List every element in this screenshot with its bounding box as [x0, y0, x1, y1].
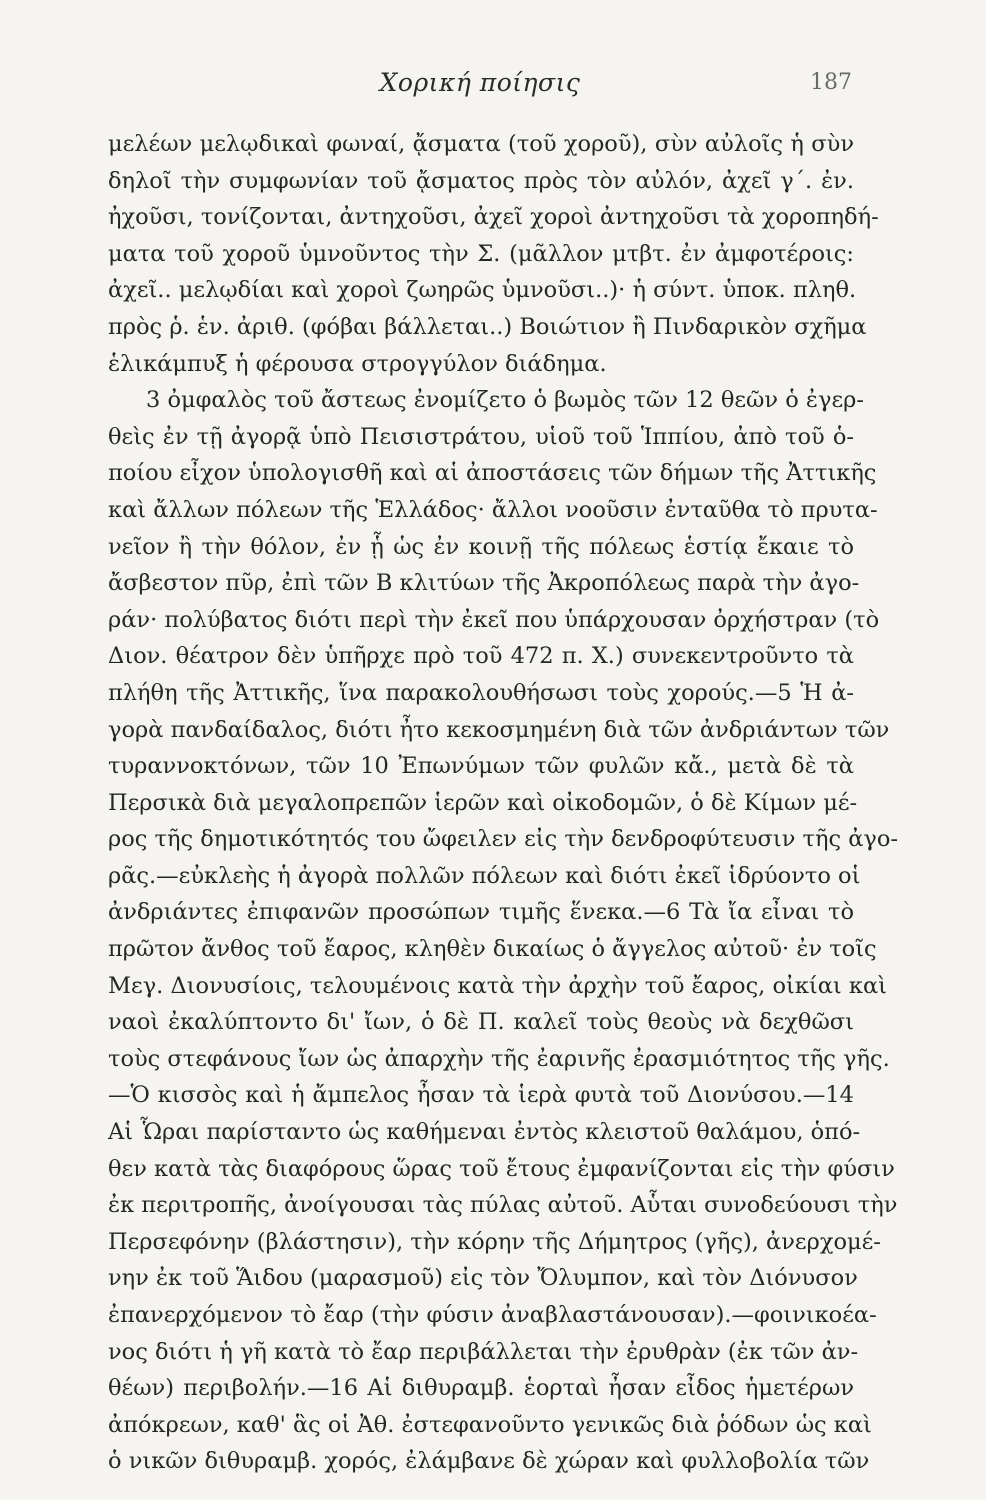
text-line: ἑλικάμπυξ ἡ φέρουσα στρογγύλον διάδημα. — [108, 350, 607, 377]
text-line: τοὺς στεφάνους ἴων ὡς ἀπαρχὴν τῆς ἐαρινῆς ἐρασμιότητος τῆς γῆς. — [108, 1045, 890, 1072]
text-line: δηλοῖ τὴν συμφωνίαν τοῦ ᾄσματος πρὸς τὸν αὐλόν, ἀχεῖ γ΄. ἐν. — [108, 167, 854, 194]
text-line: Αἱ Ὧραι παρίσταντο ὡς καθήμεναι ἐντὸς κλειστοῦ θαλάμου, ὁπό- — [108, 1119, 861, 1146]
text-line: ποίου εἶχον ὑπολογισθῆ καὶ αἱ ἀποστάσεις τῶν δήμων τῆς Ἀττικῆς — [108, 460, 877, 487]
text-line: ἄσβεστον πῦρ, ἐπὶ τῶν Β κλιτύων τῆς Ἀκροπόλεως παρὰ τὴν ἀγο- — [108, 570, 860, 597]
text-line: καὶ ἄλλων πόλεων τῆς Ἑλλάδος· ἄλλοι νοοῦσιν ἐνταῦθα τὸ πρυτα- — [108, 496, 878, 523]
text-line: ναοὶ ἐκαλύπτοντο δι' ἴων, ὁ δὲ Π. καλεῖ τοὺς θεοὺς νὰ δεχθῶσι — [108, 1009, 854, 1036]
text-line: τυραννοκτόνων, τῶν 10 Ἐπωνύμων τῶν φυλῶν κἄ., μετὰ δὲ τὰ — [108, 753, 854, 780]
text-line: ἐκ περιτροπῆς, ἀνοίγουσαι τὰς πύλας αὐτοῦ. Αὗται συνοδεύουσι τὴν — [108, 1192, 898, 1219]
text-line: —Ὁ κισσὸς καὶ ἡ ἄμπελος ἦσαν τὰ ἱερὰ φυτὰ τοῦ Διονύσου.—14 — [108, 1082, 854, 1109]
text-line: Περσεφόνην (βλάστησιν), τὴν κόρην τῆς Δήμητρος (γῆς), ἀνερχομέ- — [108, 1228, 881, 1255]
commentary-text — [108, 126, 898, 1480]
text-line: θεν κατὰ τὰς διαφόρους ὥρας τοῦ ἔτους ἐμφανίζονται εἰς τὴν φύσιν — [108, 1155, 895, 1182]
text-line: νος διότι ἡ γῆ κατὰ τὸ ἔαρ περιβάλλεται τὴν ἐρυθρὰν (ἐκ τῶν ἀν- — [108, 1338, 859, 1365]
text-line: πλήθη τῆς Ἀττικῆς, ἵνα παρακολουθήσωσι τοὺς χορούς.—5 Ἡ ἀ- — [108, 679, 854, 706]
text-line: πρῶτον ἄνθος τοῦ ἔαρος, κληθὲν δικαίως ὁ ἄγγελος αὐτοῦ· ἐν τοῖς — [108, 936, 877, 963]
text-line: μελέων μελῳδικαὶ φωναί, ᾄσματα (τοῦ χοροῦ), σὺν αὐλοῖς ἡ σὺν — [108, 131, 854, 157]
page-title: Χορική ποίησις — [379, 68, 581, 97]
text-line: ρᾶς.—εὐκλεὴς ἡ ἀγορὰ πολλῶν πόλεων καὶ διότι ἐκεῖ ἱδρύοντο οἱ — [108, 862, 861, 889]
text-line: Διον. θέατρον δὲν ὑπῆρχε πρὸ τοῦ 472 π. Χ.) συνεκεντροῦντο τὰ — [108, 643, 854, 670]
text-line: ἐπανερχόμενον τὸ ἔαρ (τὴν φύσιν ἀναβλαστάνουσαν).—φοινικοέα- — [108, 1302, 877, 1328]
running-head — [110, 68, 850, 102]
text-line: θέων) περιβολήν.—16 Αἱ διθυραμβ. ἑορταὶ ἦσαν εἶδος ἡμετέρων — [108, 1375, 854, 1402]
text-line: ὁ νικῶν διθυραμβ. χορός, ἐλάμβανε δὲ χώραν καὶ φυλλοβολία τῶν — [108, 1448, 870, 1475]
text-line: ματα τοῦ χοροῦ ὑμνοῦντος τὴν Σ. (μᾶλλον μτβτ. ἐν ἀμφοτέροις: — [108, 240, 854, 267]
text-line: νεῖον ἢ τὴν θόλον, ἐν ᾗ ὡς ἐν κοινῇ τῆς πόλεως ἑστίᾳ ἔκαιε τὸ — [108, 533, 854, 560]
text-line: ἀνδριάντες ἐπιφανῶν προσώπων τιμῆς ἕνεκα.—6 Τὰ ἴα εἶναι τὸ — [108, 899, 854, 926]
text-line: ἀχεῖ.. μελῳδίαι καὶ χοροὶ ζωηρῶς ὑμνοῦσι..)· ἡ σύντ. ὑποκ. πληθ. — [108, 277, 857, 304]
text-line: 3 ὀμφαλὸς τοῦ ἄστεως ἐνομίζετο ὁ βωμὸς τῶν 12 θεῶν ὁ ἐγερ- — [146, 387, 864, 414]
text-line: ράν· πολύβατος διότι περὶ τὴν ἐκεῖ που ὑπάρχουσαν ὀρχήστραν (τὸ — [108, 606, 880, 633]
page-number: 187 — [810, 70, 852, 95]
text-line: Περσικὰ διὰ μεγαλοπρεπῶν ἱερῶν καὶ οἰκοδομῶν, ὁ δὲ Κίμων μέ- — [108, 789, 858, 816]
text-line: θεὶς ἐν τῇ ἀγορᾷ ὑπὸ Πεισιστράτου, υἱοῦ τοῦ Ἱππίου, ἀπὸ τοῦ ὁ- — [108, 423, 854, 450]
text-line: ρος τῆς δημοτικότητός του ὤφειλεν εἰς τὴν δενδροφύτευσιν τῆς ἀγο- — [108, 826, 898, 853]
text-line: ἠχοῦσι, τονίζονται, ἀντηχοῦσι, ἀχεῖ χοροὶ ἀντηχοῦσι τὰ χοροπηδή- — [108, 204, 879, 231]
text-line: γορὰ πανδαίδαλος, διότι ἦτο κεκοσμημένη διὰ τῶν ἀνδριάντων τῶν — [108, 716, 890, 743]
text-line: Μεγ. Διονυσίοις, τελουμένοις κατὰ τὴν ἀρχὴν τοῦ ἔαρος, οἰκίαι καὶ — [108, 972, 887, 999]
text-line: ἀπόκρεων, καθ' ἃς οἱ Ἀθ. ἐστεφανοῦντο γενικῶς διὰ ῥόδων ὡς καὶ — [108, 1411, 872, 1438]
text-line: νην ἐκ τοῦ Ἅιδου (μαρασμοῦ) εἰς τὸν Ὄλυμπον, καὶ τὸν Διόνυσον — [108, 1265, 858, 1292]
text-line: πρὸς ῥ. ἑν. ἀριθ. (φόβαι βάλλεται..) Βοιώτιον ἢ Πινδαρικὸν σχῆμα — [108, 313, 867, 340]
